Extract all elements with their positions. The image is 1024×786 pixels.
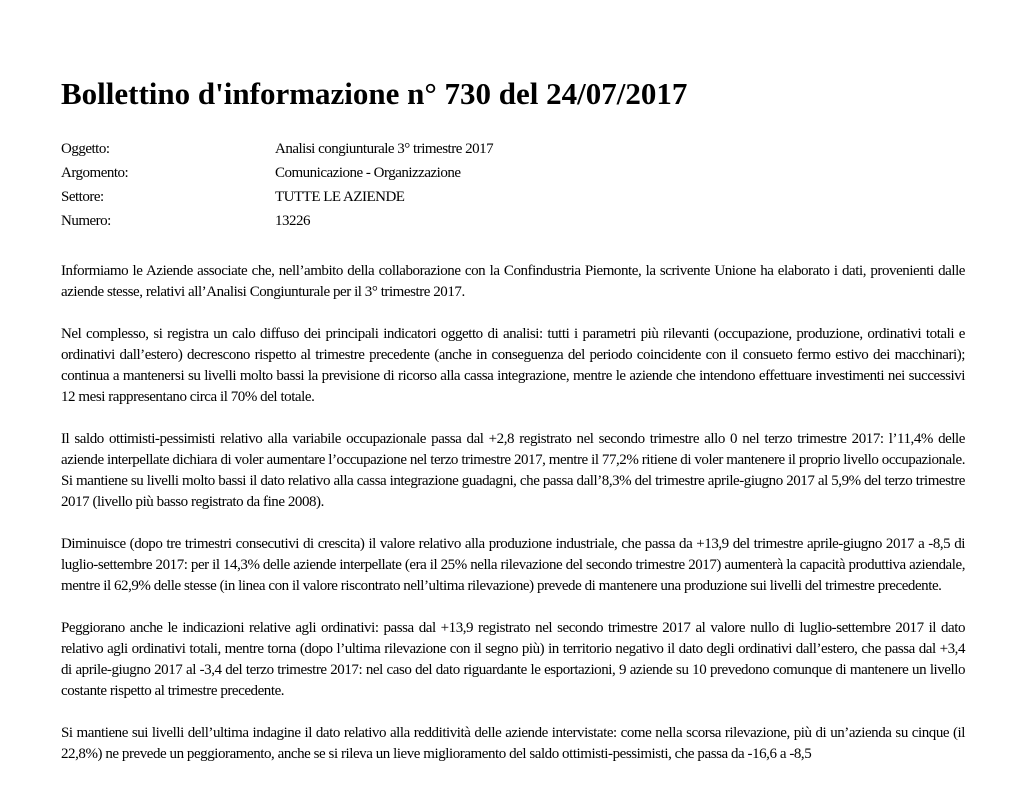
body-paragraph: Il saldo ottimisti-pessimisti relativo alla variabile occupazionale passa dal +2,8 registrato nel secondo trimestre allo 0 nel terzo trimestre 2017: l’11,4% delle aziende interpellate dichiara di voler aumentare l’occupazione nel terzo trimestre 2017, mentre il 77,2% ritiene di voler mantenere il proprio livello occupazionale. Si mantiene su livelli molto bassi il dato relativo alla cassa integrazione guadagni, che passa dall’8,3% del trimestre aprile-giugno 2017 al 5,9% del terzo trimestre 2017 (livello più basso registrato da fine 2008). bbox=[61, 431, 965, 510]
body-paragraph: Informiamo le Aziende associate che, nell’ambito della collaborazione con la Confindustria Piemonte, la scrivente Unione ha elaborato i dati, provenienti dalle aziende stesse, relativi all’Analisi Congiunturale per il 3° trimestre 2017. bbox=[61, 263, 965, 300]
body-paragraph: Peggiorano anche le indicazioni relative agli ordinativi: passa dal +13,9 registrato nel secondo trimestre 2017 al valore nullo di luglio-settembre 2017 il dato relativo agli ordinativi totali, mentre torna (dopo l’ultima rilevazione con il segno più) in territorio negativo il dato degli ordinativi dall’estero, che passa dal +3,4 di aprile-giugno 2017 al -3,4 del terzo trimestre 2017: nel caso del dato riguardante le esportazioni, 9 aziende su 10 prevedono comunque di mantenere un livello costante rispetto al trimestre precedente. bbox=[61, 620, 965, 699]
meta-value: Analisi congiunturale 3° trimestre 2017 bbox=[275, 141, 494, 157]
meta-label: Argomento: bbox=[61, 165, 129, 181]
body-paragraph: Diminuisce (dopo tre trimestri consecutivi di crescita) il valore relativo alla produzione industriale, che passa da +13,9 del trimestre aprile-giugno 2017 a -8,5 di luglio-settembre 2017: per il 14,3% delle aziende interpellate (era il 25% nella rilevazione del secondo trimestre 2017) aumenterà la capacità produttiva aziendale, mentre il 62,9% delle stesse (in linea con il valore riscontrato nell’ultima rilevazione) prevede di mantenere una produzione sui livelli del trimestre precedente. bbox=[61, 536, 965, 594]
document-body bbox=[61, 261, 965, 786]
document-title: Bollettino d'informazione n° 730 del 24/07/2017 bbox=[61, 76, 688, 111]
meta-row-numero bbox=[61, 209, 761, 233]
body-paragraph: Nel complesso, si registra un calo diffuso dei principali indicatori oggetto di analisi: tutti i parametri più rilevanti (occupazione, produzione, ordinativi totali e ordinativi dall’estero) decrescono rispetto al trimestre precedente (anche in conseguenza del periodo coincidente con il consueto fermo estivo dei macchinari); continua a mantenersi su livelli molto bassi la previsione di ricorso alla cassa integrazione, mentre le aziende che intendono effettuare investimenti nei successivi 12 mesi rappresentano circa il 70% del totale. bbox=[61, 326, 965, 405]
meta-label: Numero: bbox=[61, 213, 111, 229]
body-paragraph: Si mantiene sui livelli dell’ultima indagine il dato relativo alla redditività delle aziende intervistate: come nella scorsa rilevazione, più di un’azienda su cinque (il 22,8%) ne prevede un peggioramento, anche se si rileva un lieve miglioramento del saldo ottimisti-pessimisti, che passa da -16,6 a -8,5 bbox=[61, 725, 965, 762]
meta-value: 13226 bbox=[275, 213, 310, 229]
meta-label: Settore: bbox=[61, 189, 104, 205]
meta-value: Comunicazione - Organizzazione bbox=[275, 165, 461, 181]
metadata-table bbox=[61, 137, 761, 233]
meta-row-oggetto bbox=[61, 137, 761, 161]
meta-value: TUTTE LE AZIENDE bbox=[275, 189, 405, 205]
meta-row-settore bbox=[61, 185, 761, 209]
meta-row-argomento bbox=[61, 161, 761, 185]
meta-label: Oggetto: bbox=[61, 141, 110, 157]
